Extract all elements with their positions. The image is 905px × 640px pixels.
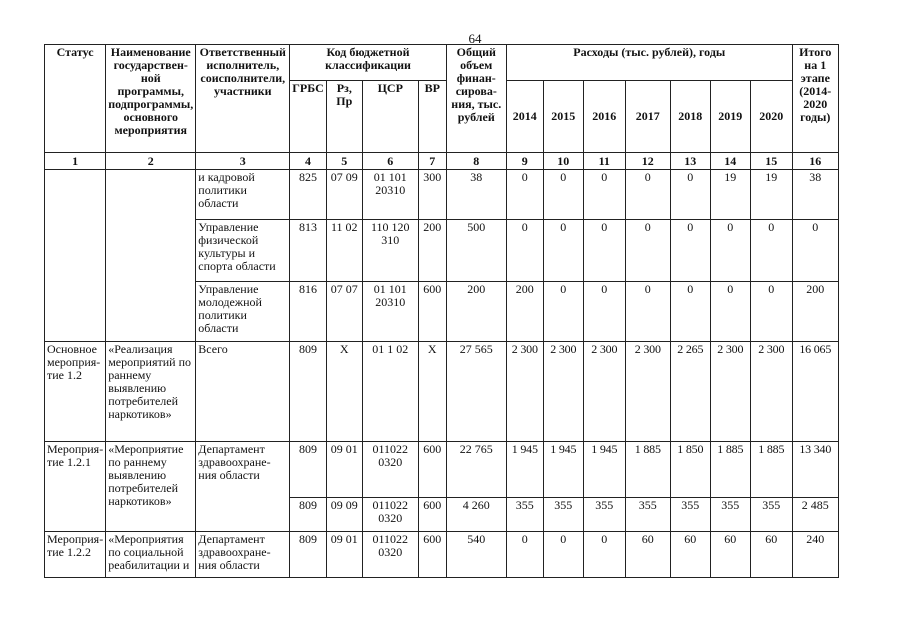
total-volume-cell: 4 260 — [446, 498, 506, 532]
column-number: 5 — [326, 153, 362, 170]
total-volume-cell: 200 — [446, 282, 506, 342]
csr-cell: 01 101 20310 — [362, 170, 418, 220]
responsible-cell: Всего — [196, 342, 290, 442]
year-2018-cell: 60 — [670, 532, 710, 578]
year-2014-cell: 0 — [506, 170, 543, 220]
vr-cell: 200 — [418, 220, 446, 282]
header-budget-code: Код бюджетной классификации — [290, 45, 446, 81]
status-cell — [45, 170, 106, 342]
year-2015-cell: 2 300 — [543, 342, 583, 442]
year-2014-cell: 1 945 — [506, 442, 543, 498]
column-number: 3 — [196, 153, 290, 170]
csr-cell: 01 1 02 — [362, 342, 418, 442]
header-total-volume: Общий объем финан-сирова-ния, тыс. рублей — [446, 45, 506, 153]
header-stage-total: Итого на 1 этапе (2014-2020 годы) — [792, 45, 838, 153]
year-2018-cell: 0 — [670, 170, 710, 220]
total-volume-cell: 38 — [446, 170, 506, 220]
header-year-2020: 2020 — [750, 81, 792, 153]
stage-total-cell: 2 485 — [792, 498, 838, 532]
rzpr-cell: Х — [326, 342, 362, 442]
program-name-cell: «Мероприятие по раннему выявлению потребителей наркотиков» — [106, 442, 196, 532]
year-2015-cell: 0 — [543, 220, 583, 282]
year-2014-cell: 355 — [506, 498, 543, 532]
responsible-cell: и кадровой политики области — [196, 170, 290, 220]
header-year-2014: 2014 — [506, 81, 543, 153]
stage-total-cell: 13 340 — [792, 442, 838, 498]
year-2019-cell: 60 — [710, 532, 750, 578]
year-2015-cell: 355 — [543, 498, 583, 532]
grbs-cell: 809 — [290, 532, 326, 578]
csr-cell: 011022 0320 — [362, 442, 418, 498]
year-2019-cell: 355 — [710, 498, 750, 532]
grbs-cell: 813 — [290, 220, 326, 282]
grbs-cell: 809 — [290, 342, 326, 442]
rzpr-cell: 07 07 — [326, 282, 362, 342]
program-name-cell — [106, 170, 196, 342]
year-2019-cell: 0 — [710, 282, 750, 342]
header-rzpr: Рз, Пр — [326, 81, 362, 153]
responsible-cell: Департамент здравоохране-ния области — [196, 532, 290, 578]
year-2016-cell: 0 — [583, 170, 625, 220]
year-2014-cell: 0 — [506, 532, 543, 578]
grbs-cell: 825 — [290, 170, 326, 220]
year-2017-cell: 0 — [625, 220, 670, 282]
vr-cell: 600 — [418, 498, 446, 532]
stage-total-cell: 240 — [792, 532, 838, 578]
header-year-2018: 2018 — [670, 81, 710, 153]
status-cell: Основное мероприя-тие 1.2 — [45, 342, 106, 442]
column-number: 15 — [750, 153, 792, 170]
year-2017-cell: 0 — [625, 170, 670, 220]
column-number: 9 — [506, 153, 543, 170]
year-2016-cell: 1 945 — [583, 442, 625, 498]
year-2018-cell: 0 — [670, 282, 710, 342]
year-2018-cell: 355 — [670, 498, 710, 532]
year-2017-cell: 355 — [625, 498, 670, 532]
column-number: 12 — [625, 153, 670, 170]
year-2016-cell: 0 — [583, 220, 625, 282]
year-2020-cell: 355 — [750, 498, 792, 532]
column-number: 4 — [290, 153, 326, 170]
header-responsible: Ответственный исполнитель, соисполнители, участники — [196, 45, 290, 153]
column-number: 16 — [792, 153, 838, 170]
year-2015-cell: 0 — [543, 282, 583, 342]
column-number: 2 — [106, 153, 196, 170]
grbs-cell: 809 — [290, 498, 326, 532]
header-vr: ВР — [418, 81, 446, 153]
csr-cell: 011022 0320 — [362, 532, 418, 578]
year-2017-cell: 2 300 — [625, 342, 670, 442]
year-2018-cell: 2 265 — [670, 342, 710, 442]
table-row — [45, 532, 839, 578]
page-number: 64 — [468, 31, 482, 46]
stage-total-cell: 0 — [792, 220, 838, 282]
year-2015-cell: 1 945 — [543, 442, 583, 498]
rzpr-cell: 07 09 — [326, 170, 362, 220]
rzpr-cell: 09 09 — [326, 498, 362, 532]
year-2017-cell: 0 — [625, 282, 670, 342]
grbs-cell: 809 — [290, 442, 326, 498]
column-number: 11 — [583, 153, 625, 170]
column-number: 10 — [543, 153, 583, 170]
year-2020-cell: 60 — [750, 532, 792, 578]
year-2017-cell: 1 885 — [625, 442, 670, 498]
header-year-2016: 2016 — [583, 81, 625, 153]
total-volume-cell: 22 765 — [446, 442, 506, 498]
header-status: Статус — [45, 45, 106, 153]
stage-total-cell: 200 — [792, 282, 838, 342]
header-grbs: ГРБС — [290, 81, 326, 153]
header-year-2017: 2017 — [625, 81, 670, 153]
year-2014-cell: 0 — [506, 220, 543, 282]
column-number: 13 — [670, 153, 710, 170]
stage-total-cell: 38 — [792, 170, 838, 220]
header-program-name: Наименование государствен-ной программы, подпрограммы, основного мероприятия — [106, 45, 196, 153]
budget-table — [44, 44, 839, 578]
stage-total-cell: 16 065 — [792, 342, 838, 442]
total-volume-cell: 27 565 — [446, 342, 506, 442]
column-number-row — [45, 153, 839, 170]
year-2020-cell: 0 — [750, 282, 792, 342]
year-2020-cell: 0 — [750, 220, 792, 282]
program-name-cell: «Мероприятия по социальной реабилитации и — [106, 532, 196, 578]
year-2015-cell: 0 — [543, 170, 583, 220]
csr-cell: 01 101 20310 — [362, 282, 418, 342]
table-row — [45, 170, 839, 220]
year-2019-cell: 0 — [710, 220, 750, 282]
year-2020-cell: 2 300 — [750, 342, 792, 442]
rzpr-cell: 09 01 — [326, 532, 362, 578]
year-2020-cell: 1 885 — [750, 442, 792, 498]
header-row-1 — [45, 45, 839, 81]
vr-cell: 600 — [418, 532, 446, 578]
responsible-cell: Управление физической культуры и спорта области — [196, 220, 290, 282]
column-number: 14 — [710, 153, 750, 170]
year-2016-cell: 0 — [583, 532, 625, 578]
vr-cell: 600 — [418, 282, 446, 342]
table-row — [45, 342, 839, 442]
rzpr-cell: 09 01 — [326, 442, 362, 498]
column-number: 7 — [418, 153, 446, 170]
year-2014-cell: 200 — [506, 282, 543, 342]
vr-cell: Х — [418, 342, 446, 442]
year-2015-cell: 0 — [543, 532, 583, 578]
year-2019-cell: 19 — [710, 170, 750, 220]
vr-cell: 300 — [418, 170, 446, 220]
header-csr: ЦСР — [362, 81, 418, 153]
total-volume-cell: 540 — [446, 532, 506, 578]
status-cell: Мероприя-тие 1.2.1 — [45, 442, 106, 532]
total-volume-cell: 500 — [446, 220, 506, 282]
header-year-2015: 2015 — [543, 81, 583, 153]
responsible-cell: Управление молодежной политики области — [196, 282, 290, 342]
year-2020-cell: 19 — [750, 170, 792, 220]
vr-cell: 600 — [418, 442, 446, 498]
column-number: 6 — [362, 153, 418, 170]
year-2016-cell: 2 300 — [583, 342, 625, 442]
year-2019-cell: 2 300 — [710, 342, 750, 442]
year-2016-cell: 0 — [583, 282, 625, 342]
year-2014-cell: 2 300 — [506, 342, 543, 442]
responsible-cell: Департамент здравоохране-ния области — [196, 442, 290, 532]
year-2016-cell: 355 — [583, 498, 625, 532]
column-number: 1 — [45, 153, 106, 170]
year-2019-cell: 1 885 — [710, 442, 750, 498]
header-year-2019: 2019 — [710, 81, 750, 153]
program-name-cell: «Реализация мероприятий по раннему выявлению потребителей наркотиков» — [106, 342, 196, 442]
csr-cell: 110 120 310 — [362, 220, 418, 282]
rzpr-cell: 11 02 — [326, 220, 362, 282]
table-row — [45, 442, 839, 498]
year-2017-cell: 60 — [625, 532, 670, 578]
status-cell: Мероприя-тие 1.2.2 — [45, 532, 106, 578]
grbs-cell: 816 — [290, 282, 326, 342]
year-2018-cell: 1 850 — [670, 442, 710, 498]
header-expenses: Расходы (тыс. рублей), годы — [506, 45, 792, 81]
column-number: 8 — [446, 153, 506, 170]
year-2018-cell: 0 — [670, 220, 710, 282]
csr-cell: 011022 0320 — [362, 498, 418, 532]
